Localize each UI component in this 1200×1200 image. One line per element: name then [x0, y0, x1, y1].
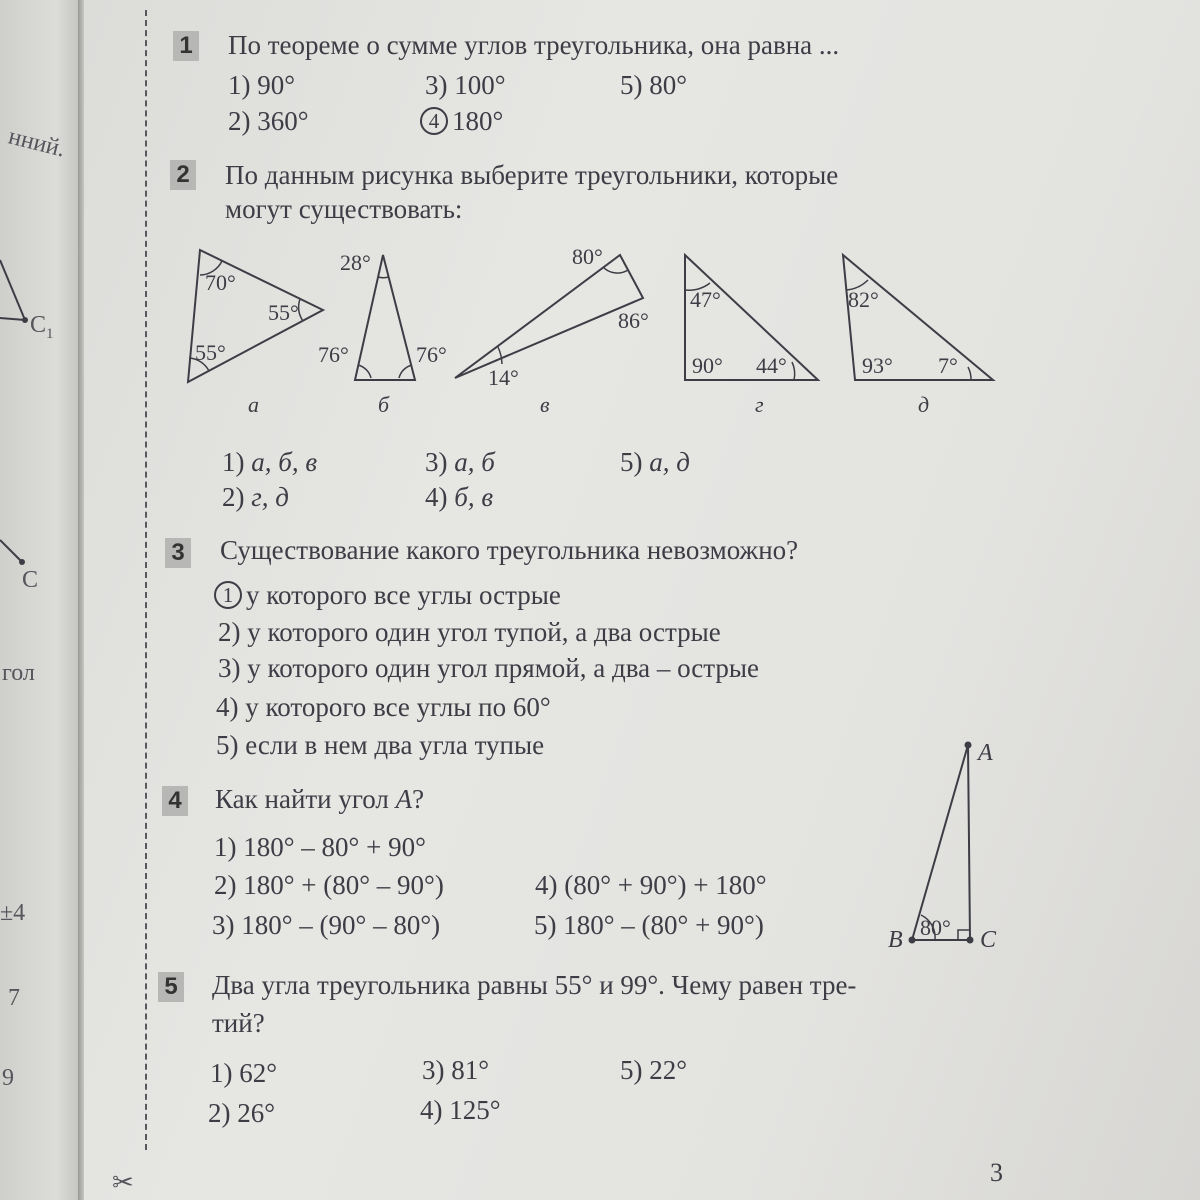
q4-option-1[interactable]: 1) 180° – 80° + 90° [214, 832, 426, 862]
q1-option-2[interactable]: 2) 360° [228, 106, 309, 136]
scissors-icon: ✂ [112, 1168, 134, 1197]
triangle-d-angle: 7° [938, 353, 958, 378]
q5-option-3[interactable]: 3) 81° [422, 1055, 490, 1085]
question-2-text-line-2: могут существовать: [225, 194, 463, 224]
left-page-vertex-c: C [22, 567, 39, 593]
q3-option-5[interactable]: 5) если в нем два угла тупые [216, 730, 545, 760]
vertex-b-label: B [888, 927, 903, 953]
question-1-text: По теореме о сумме углов треугольника, она равна ... [228, 30, 840, 60]
q2-option-5[interactable]: 5) а, д [620, 447, 690, 477]
q4-option-3[interactable]: 3) 180° – (90° – 80°) [212, 910, 441, 940]
question-5-text-line-1: Два угла треугольника равны 55° и 99°. Чему равен тре- [212, 970, 857, 1000]
q1-option-1[interactable]: 1) 90° [228, 70, 296, 100]
left-page-vertex-c1: $C_1$ [30, 312, 54, 342]
q4-option-2[interactable]: 2) 180° + (80° – 90°) [214, 870, 444, 900]
triangle-a-label: а [248, 392, 259, 417]
triangle-d-angle: 82° [848, 287, 879, 312]
q3-option-4[interactable]: 4) у которого все углы по 60° [216, 692, 551, 722]
question-1-number: 1 [173, 31, 199, 61]
q2-option-3[interactable]: 3) а, б [425, 447, 495, 477]
triangle-g-angle: 90° [692, 353, 723, 378]
q5-option-4[interactable]: 4) 125° [420, 1095, 501, 1125]
triangle-v-angle: 86° [618, 308, 649, 333]
vertex-c-label: C [980, 927, 997, 953]
triangle-b-angle: 28° [340, 250, 371, 275]
q3-option-3[interactable]: 3) у которого один угол прямой, а два – острые [218, 653, 760, 683]
q2-option-2[interactable]: 2) г, д [222, 482, 289, 512]
q1-option-3[interactable]: 3) 100° [425, 70, 506, 100]
page-number: 3 [990, 1158, 1003, 1187]
q5-option-5[interactable]: 5) 22° [620, 1055, 688, 1085]
question-2-text-line-1: По данным рисунка выберите треугольники, которые [225, 160, 839, 190]
triangle-g-label: г [755, 392, 764, 417]
q2-option-4[interactable]: 4) б, в [425, 482, 494, 512]
q4-triangle-figure [888, 740, 997, 953]
q2-option-1[interactable]: 1) а, б, в [222, 447, 318, 477]
question-3-text: Существование какого треугольника невозможно? [220, 535, 799, 565]
triangle-b-angle: 76° [318, 342, 349, 367]
question-3-number: 3 [165, 538, 191, 568]
left-page-fragment: 7 [8, 985, 20, 1011]
triangle-g-angle: 44° [756, 353, 787, 378]
triangle-a-angle: 55° [268, 300, 299, 325]
triangle-v-label: в [540, 392, 550, 417]
vertex-a-label: A [978, 740, 993, 766]
triangle-d-angle: 93° [862, 353, 893, 378]
question-5-text-line-2: тий? [212, 1008, 265, 1038]
angle-b-label: 80° [920, 915, 951, 940]
triangle-d-label: д [918, 392, 930, 417]
triangle-b-label: б [378, 392, 390, 417]
q5-option-2[interactable]: 2) 26° [208, 1098, 276, 1128]
triangle-b-angle: 76° [416, 342, 447, 367]
question-4-text: Как найти угол A? [215, 784, 425, 814]
triangle-g-angle: 47° [690, 287, 721, 312]
q1-option-5[interactable]: 5) 80° [620, 70, 688, 100]
q4-option-5[interactable]: 5) 180° – (80° + 90°) [534, 910, 764, 940]
question-2-number: 2 [170, 160, 196, 190]
question-4-number: 4 [162, 786, 188, 816]
answer-circle-mark: 1 [214, 581, 242, 609]
q5-option-1[interactable]: 1) 62° [210, 1058, 278, 1088]
q3-option-2[interactable]: 2) у которого один угол тупой, а два острые [218, 617, 721, 647]
answer-circle-mark: 4 [420, 107, 448, 135]
triangle-a-angle: 55° [195, 340, 226, 365]
left-page-fragment: ±4 [0, 900, 26, 926]
q4-option-4[interactable]: 4) (80° + 90°) + 180° [535, 870, 767, 900]
q1-option-4[interactable]: 4 180° [420, 106, 503, 137]
triangle-a-angle: 70° [205, 270, 236, 295]
triangle-v-angle: 14° [488, 365, 519, 390]
triangle-v-angle: 80° [572, 244, 603, 269]
left-page-fragment: гол [2, 660, 35, 686]
question-5-number: 5 [158, 972, 184, 1002]
left-page-fragment: нний. [5, 123, 68, 163]
left-page-fragment: 9 [2, 1065, 14, 1091]
q3-option-1[interactable]: 1 у которого все углы острые [214, 580, 561, 611]
